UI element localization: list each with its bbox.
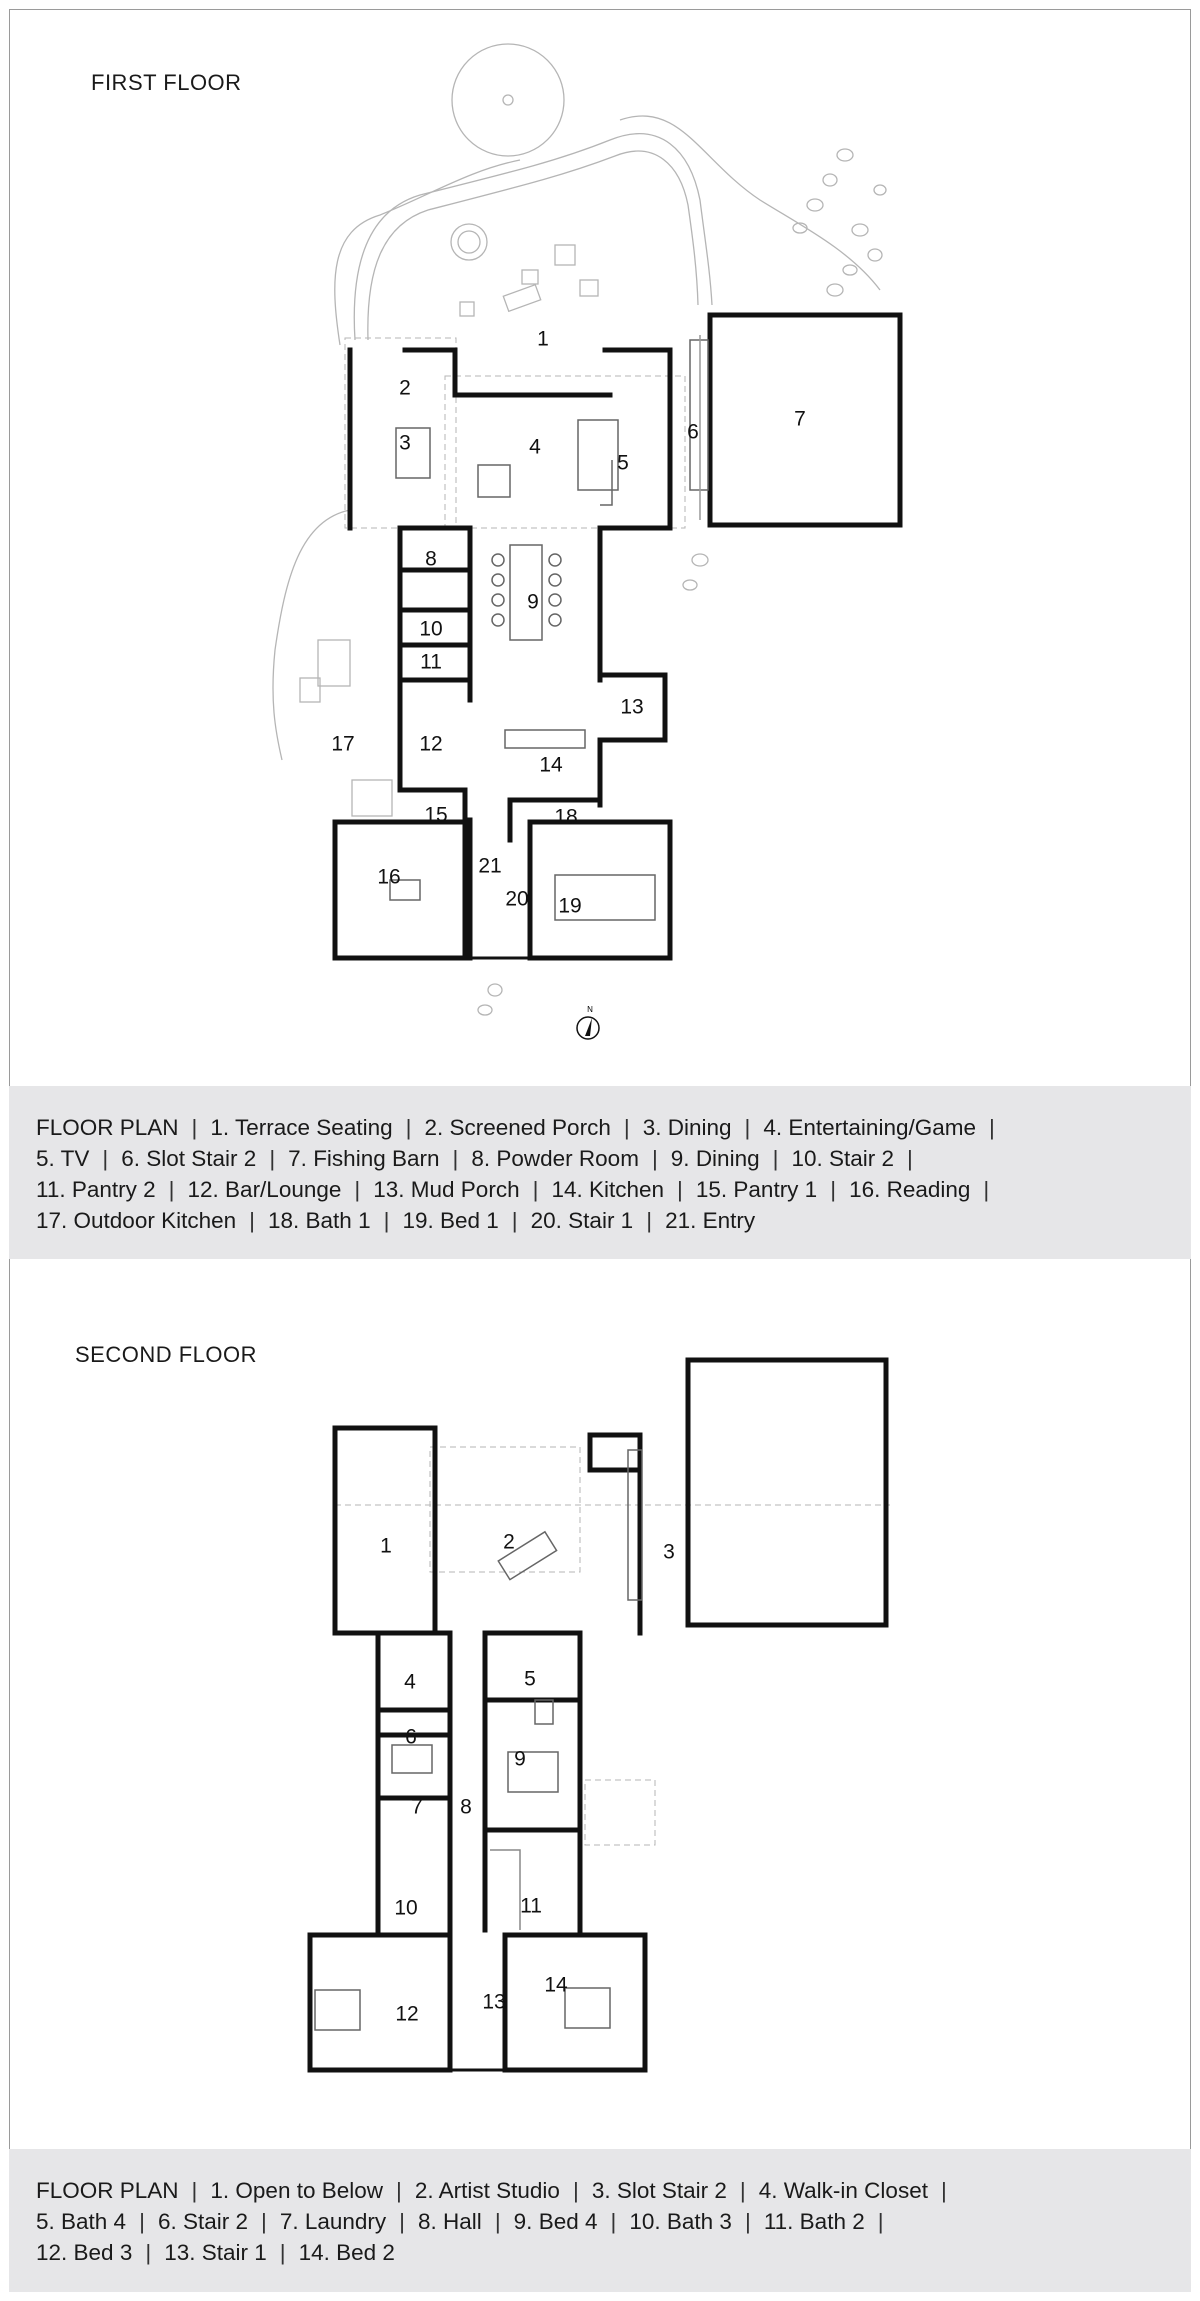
legend-separator: | <box>739 2178 746 2203</box>
svg-text:16: 16 <box>377 865 401 889</box>
legend-entry: 3. Slot Stair 2 <box>591 2178 727 2203</box>
legend-entry: 19. Bed 1 <box>402 1208 499 1233</box>
site-landscape <box>273 44 886 1015</box>
legend-entry: 5. Bath 4 <box>36 2209 127 2234</box>
svg-text:14: 14 <box>544 1973 568 1997</box>
svg-text:13: 13 <box>620 695 644 719</box>
legend-entry: 2. Screened Porch <box>424 1115 611 1140</box>
svg-text:3: 3 <box>663 1540 675 1564</box>
legend-separator: | <box>383 1208 390 1233</box>
svg-text:18: 18 <box>554 805 578 829</box>
fire-pit-inner <box>458 231 480 253</box>
legend-entry: 8. Powder Room <box>471 1146 639 1171</box>
legend-entry: 7. Fishing Barn <box>288 1146 440 1171</box>
svg-text:4: 4 <box>529 435 541 459</box>
legend-separator: | <box>405 1115 412 1140</box>
north-arrow <box>577 1005 599 1039</box>
grill <box>318 640 350 686</box>
legend-separator: | <box>168 1177 175 1202</box>
legend-entry: 14. Kitchen <box>551 1177 665 1202</box>
svg-text:13: 13 <box>482 1990 506 2014</box>
legend-entry: 13. Mud Porch <box>373 1177 520 1202</box>
legend-entry: 12. Bar/Lounge <box>187 1177 342 1202</box>
legend-separator: | <box>623 1115 630 1140</box>
first-floor-legend <box>9 1086 1191 1259</box>
legend-row <box>36 1143 1191 1174</box>
first-floor-title: FIRST FLOOR <box>91 70 242 95</box>
legend-row <box>36 2237 1191 2268</box>
lawn-edge-2 <box>620 116 880 290</box>
legend-entry: 9. Bed 4 <box>513 2209 598 2234</box>
svg-text:12: 12 <box>395 2002 419 2026</box>
legend-separator: | <box>102 1146 109 1171</box>
legend-separator: | <box>139 2209 145 2234</box>
legend-separator: | <box>940 2178 947 2203</box>
legend-entry: 13. Stair 1 <box>164 2240 267 2265</box>
legend-entry: 20. Stair 1 <box>530 1208 634 1233</box>
lawn-edge <box>335 160 520 345</box>
legend-heading: FLOOR PLAN <box>36 1115 179 1140</box>
svg-text:2: 2 <box>503 1530 515 1554</box>
svg-text:10: 10 <box>419 617 443 641</box>
second-floor-room-labels <box>380 1531 675 2026</box>
svg-text:4: 4 <box>404 1670 416 1694</box>
legend-separator: | <box>651 1146 658 1171</box>
svg-text:17: 17 <box>331 732 355 756</box>
legend-entry: 2. Artist Studio <box>414 2178 560 2203</box>
legend-separator: | <box>145 2240 152 2265</box>
legend-row <box>36 2206 1191 2237</box>
legend-separator: | <box>279 2240 286 2265</box>
svg-text:9: 9 <box>527 590 539 614</box>
legend-entry: 6. Slot Stair 2 <box>121 1146 257 1171</box>
legend-entry: 11. Pantry 2 <box>36 1177 156 1202</box>
legend-entry: 18. Bath 1 <box>268 1208 371 1233</box>
svg-text:11: 11 <box>520 1894 542 1918</box>
svg-text:14: 14 <box>539 753 563 777</box>
svg-text:10: 10 <box>394 1896 418 1920</box>
first-floor-plan <box>0 0 1200 1080</box>
svg-text:2: 2 <box>399 376 411 400</box>
legend-entry: 10. Bath 3 <box>629 2209 732 2234</box>
legend-separator: | <box>572 2178 579 2203</box>
legend-entry: 11. Bath 2 <box>763 2209 865 2234</box>
legend-entry: 14. Bed 2 <box>298 2240 395 2265</box>
legend-row <box>36 1205 1191 1236</box>
legend-heading: FLOOR PLAN <box>36 2178 179 2203</box>
svg-text:6: 6 <box>405 1725 417 1749</box>
legend-entry: 17. Outdoor Kitchen <box>36 1208 237 1233</box>
legend-entry: 6. Stair 2 <box>157 2209 248 2234</box>
legend-separator: | <box>744 2209 751 2234</box>
legend-separator: | <box>354 1177 361 1202</box>
svg-text:8: 8 <box>460 1795 472 1819</box>
legend-entry: 4. Walk-in Closet <box>758 2178 928 2203</box>
legend-separator: | <box>983 1177 990 1202</box>
svg-text:21: 21 <box>478 854 502 878</box>
legend-separator: | <box>744 1115 751 1140</box>
legend-row <box>36 2175 1191 2206</box>
legend-separator: | <box>191 1115 198 1140</box>
tree-trunk <box>503 95 513 105</box>
svg-text:11: 11 <box>420 650 442 674</box>
legend-separator: | <box>511 1208 518 1233</box>
legend-separator: | <box>907 1146 913 1171</box>
svg-text:5: 5 <box>617 451 629 475</box>
legend-entry: 4. Entertaining/Game <box>763 1115 976 1140</box>
garden-path-inner <box>368 151 698 340</box>
svg-text:20: 20 <box>505 887 529 911</box>
legend-entry: 12. Bed 3 <box>36 2240 133 2265</box>
legend-separator: | <box>877 2209 884 2234</box>
legend-separator: | <box>260 2209 267 2234</box>
legend-entry: 8. Hall <box>418 2209 482 2234</box>
second-floor-legend <box>9 2149 1191 2292</box>
second-floor-plan <box>0 1390 1200 2150</box>
legend-separator: | <box>610 2209 617 2234</box>
legend-entry: 10. Stair 2 <box>791 1146 895 1171</box>
second-floor-title: SECOND FLOOR <box>75 1342 258 1367</box>
legend-separator: | <box>677 1177 683 1202</box>
legend-separator: | <box>269 1146 276 1171</box>
legend-separator: | <box>249 1208 255 1233</box>
legend-separator: | <box>532 1177 539 1202</box>
svg-text:1: 1 <box>537 327 549 351</box>
stepping-stones <box>478 149 886 1015</box>
legend-separator: | <box>191 2178 198 2203</box>
svg-text:3: 3 <box>399 431 411 455</box>
legend-separator: | <box>830 1177 837 1202</box>
svg-text:7: 7 <box>794 407 806 431</box>
legend-separator: | <box>452 1146 459 1171</box>
svg-text:19: 19 <box>558 894 582 918</box>
legend-entry: 3. Dining <box>642 1115 732 1140</box>
tree-canopy <box>452 44 564 156</box>
legend-separator: | <box>989 1115 995 1140</box>
legend-separator: | <box>399 2209 406 2234</box>
svg-text:6: 6 <box>687 420 699 444</box>
legend-entry: 21. Entry <box>665 1208 756 1233</box>
fire-pit <box>451 224 487 260</box>
legend-row <box>36 1174 1191 1205</box>
svg-text:9: 9 <box>514 1747 526 1771</box>
legend-separator: | <box>396 2178 402 2203</box>
legend-separator: | <box>646 1208 653 1233</box>
legend-separator: | <box>494 2209 501 2234</box>
legend-entry: 1. Terrace Seating <box>210 1115 393 1140</box>
legend-entry: 9. Dining <box>670 1146 760 1171</box>
svg-text:12: 12 <box>419 732 443 756</box>
west-garden-curve <box>273 510 350 760</box>
garden-path <box>354 134 712 340</box>
legend-entry: 1. Open to Below <box>210 2178 384 2203</box>
svg-text:8: 8 <box>425 547 437 571</box>
svg-text:1: 1 <box>380 1534 392 1558</box>
legend-separator: | <box>772 1146 779 1171</box>
walls-second <box>310 1360 886 2070</box>
legend-row <box>36 1112 1191 1143</box>
legend-entry: 16. Reading <box>849 1177 971 1202</box>
svg-text:7: 7 <box>411 1795 423 1819</box>
north-label: N <box>587 1005 593 1014</box>
legend-entry: 7. Laundry <box>279 2209 387 2234</box>
svg-text:5: 5 <box>524 1667 536 1691</box>
legend-entry: 5. TV <box>36 1146 90 1171</box>
svg-text:15: 15 <box>424 803 448 827</box>
legend-entry: 15. Pantry 1 <box>695 1177 818 1202</box>
